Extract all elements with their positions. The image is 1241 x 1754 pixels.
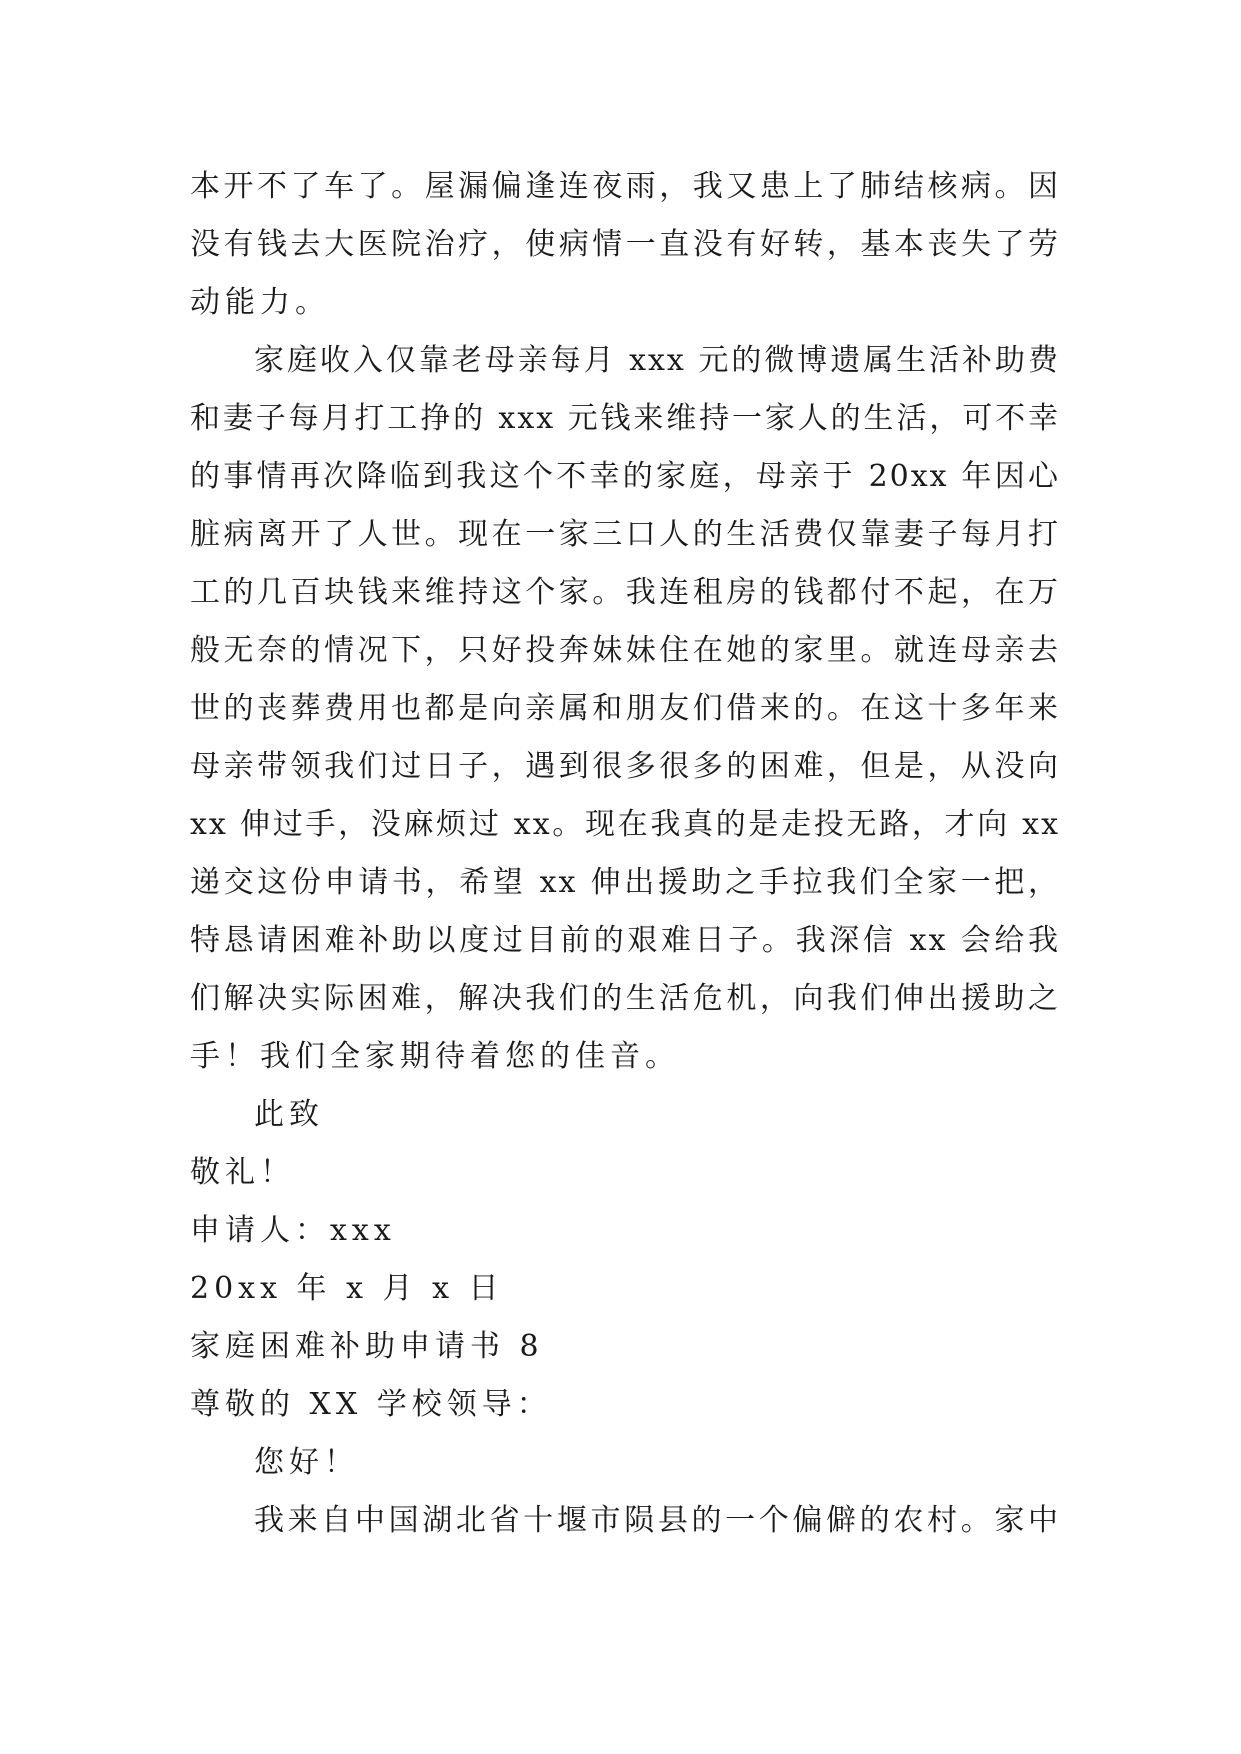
letter-date: 20xx 年 x 月 x 日 bbox=[190, 1271, 504, 1306]
body-line: 工的几百块钱来维持这个家。我连租房的钱都付不起，在万 bbox=[190, 575, 1060, 610]
body-line: 递交这份申请书，希望 xx 伸出援助之手拉我们全家一把， bbox=[190, 865, 1060, 900]
section-title: 家庭困难补助申请书 8 bbox=[190, 1329, 544, 1364]
body-line: 动能力。 bbox=[190, 285, 330, 320]
body-line: 本开不了车了。屋漏偏逢连夜雨，我又患上了肺结核病。因 bbox=[190, 169, 1060, 204]
body-line: 脏病离开了人世。现在一家三口人的生活费仅靠妻子每月打 bbox=[190, 517, 1060, 552]
paragraph-first-line: 家庭收入仅靠老母亲每月 xxx 元的微博遗属生活补助费 bbox=[254, 343, 1060, 378]
body-line: 世的丧葬费用也都是向亲属和朋友们借来的。在这十多年来 bbox=[190, 691, 1060, 726]
body-line: xx 伸过手，没麻烦过 xx。现在我真的是走投无路，才向 xx bbox=[190, 807, 1060, 842]
letter-addressee: 尊敬的 XX 学校领导： bbox=[190, 1387, 552, 1422]
body-line: 般无奈的情况下，只好投奔妹妹住在她的家里。就连母亲去 bbox=[190, 633, 1060, 668]
closing-regards: 敬礼！ bbox=[190, 1155, 295, 1190]
body-line: 和妻子每月打工挣的 xxx 元钱来维持一家人的生活，可不幸 bbox=[190, 401, 1060, 436]
paragraph-first-line: 我来自中国湖北省十堰市陨县的一个偏僻的农村。家中 bbox=[254, 1503, 1060, 1538]
closing-salutation: 此致 bbox=[254, 1097, 324, 1132]
greeting: 您好！ bbox=[254, 1445, 359, 1480]
body-line: 们解决实际困难，解决我们的生活危机，向我们伸出援助之 bbox=[190, 981, 1060, 1016]
body-line: 手！我们全家期待着您的佳音。 bbox=[190, 1039, 680, 1074]
body-line: 没有钱去大医院治疗，使病情一直没有好转，基本丧失了劳 bbox=[190, 227, 1060, 262]
body-line: 的事情再次降临到我这个不幸的家庭，母亲于 20xx 年因心 bbox=[190, 459, 1060, 494]
body-line: 母亲带领我们过日子，遇到很多很多的困难，但是，从没向 bbox=[190, 749, 1060, 784]
applicant-signature: 申请人：xxx bbox=[190, 1213, 396, 1248]
body-line: 特恳请困难补助以度过目前的艰难日子。我深信 xx 会给我 bbox=[190, 923, 1060, 958]
